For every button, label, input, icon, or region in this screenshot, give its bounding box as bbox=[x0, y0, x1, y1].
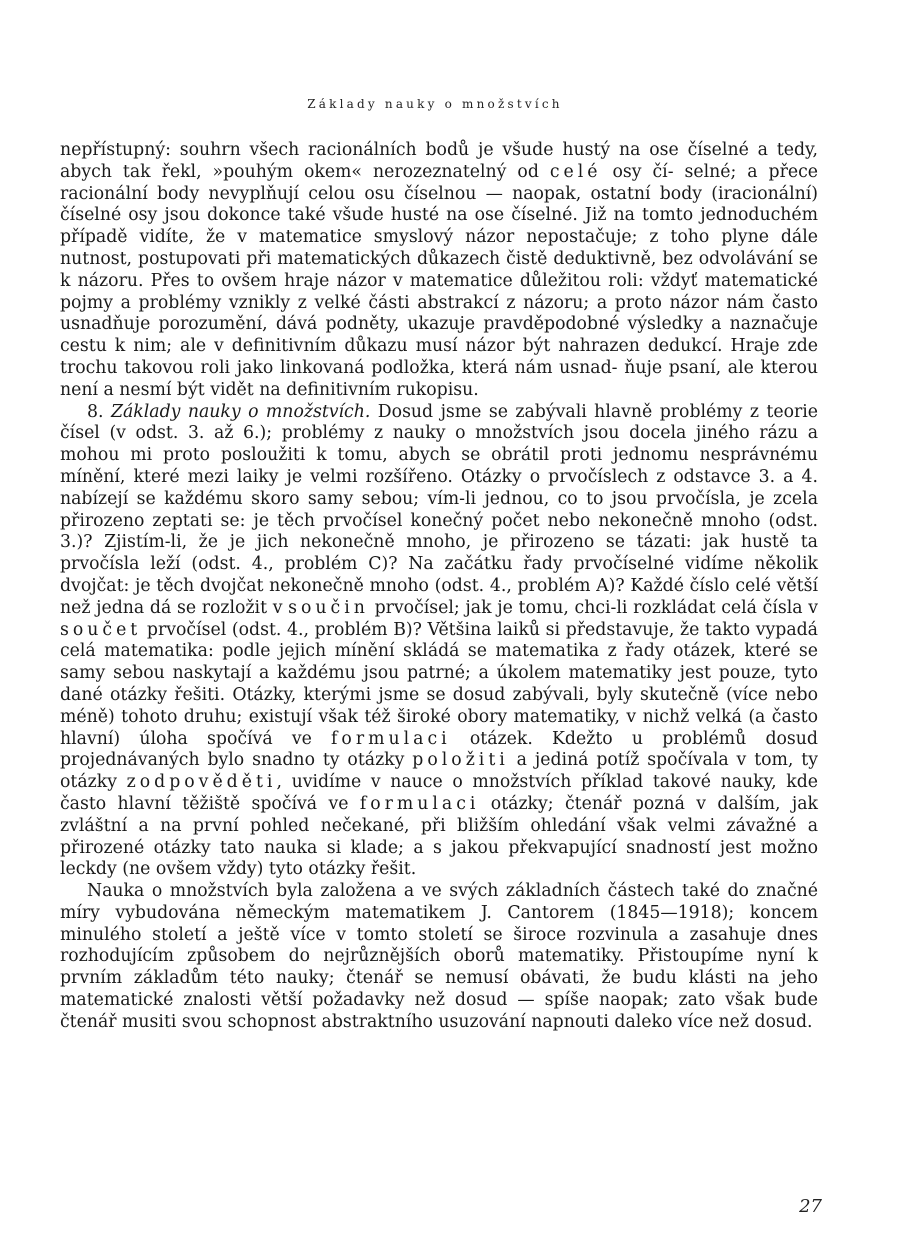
text-run: , uvidíme v nauce o množstvích příklad takové nauky, kde často hlavní těžiště spočívá ve bbox=[60, 772, 818, 814]
page-number: 27 bbox=[799, 1196, 822, 1217]
text-run: prvočísel; jak je tomu, chci-li rozkládat celá čísla v bbox=[368, 597, 818, 618]
line: ostatní body (iracionální) číselné osy jsou dokonce také všude husté na ose bbox=[60, 183, 819, 226]
spaced-word: celé bbox=[549, 161, 602, 182]
body-text bbox=[60, 140, 818, 1034]
text-run: prvočísel (odst. 4., problém B)? Většina laiků si představuje, že takto vypadá celá matematika: podle jejich mínění skládá se matematika z řady otázek, které se samy sebou naskytají a každému jsou patrné; a úkolem matematiky jest pouze, tyto dané otázky řešiti. Otázky, kterými jsme se dosud zabývali, byly skutečně (více nebo méně) tohoto druhu; existují však též široké obory matematiky, v nichž velká (a často hlavní) úloha spočívá ve bbox=[60, 619, 818, 749]
line: osy čí- bbox=[612, 161, 674, 182]
paragraph-section-8 bbox=[60, 402, 818, 882]
text-run: a jediná potíž spočívala v tom, ty otázky bbox=[60, 750, 818, 793]
spaced-word: zodpověděti bbox=[126, 772, 277, 793]
text-run: otázky; čtenář pozná v dalším, jak zvláštní a na první pohled nečekané, při bližším ohledání však velmi závažné a přirozené otázky tato nauka si klade; a s jakou překvapující snadností jest možno leckdy (ne ovšem vždy) tyto otázky řešit. bbox=[60, 793, 819, 880]
line: vznikly z velké části abstrakcí z názoru; a proto názor nám často usnadňuje bbox=[60, 292, 818, 335]
line: selné; a přece racionální body nevyplňují celou osu číselnou — naopak, bbox=[60, 161, 818, 204]
running-head: Základy nauky o množstvích bbox=[307, 97, 563, 111]
line: číselné. Již na tomto jednoduchém případě vidíte, že v matematice smyslový bbox=[60, 205, 818, 248]
line: porozumění, dává podněty, ukazuje pravděpodobné výsledky a naznačuje bbox=[158, 314, 819, 335]
spaced-word: formulaci bbox=[359, 793, 480, 814]
line: Hraje zde trochu takovou roli jako linkovaná podložka, která nám usnad- bbox=[60, 336, 818, 378]
line: názor nepostačuje; z toho plyne dále nutnost, postupovati při matematických bbox=[60, 227, 818, 269]
text-run: otázek. Kdežto u problémů dosud projednávaných bylo snadno ty otázky bbox=[60, 728, 818, 771]
spaced-word: formulaci bbox=[331, 728, 451, 749]
spaced-word: součin bbox=[288, 597, 369, 618]
line: názor v matematice důležitou roli: vždyť matematické pojmy a problémy bbox=[60, 270, 819, 313]
line: a tedy, abych tak řekl, »pouhým okem« nerozeznatelný od bbox=[60, 140, 818, 182]
section-number: 8. bbox=[87, 401, 104, 422]
line: ňuje psaní, ale kterou není a nesmí být vidět na definitivním rukopisu. bbox=[60, 357, 818, 400]
section-heading: Základy nauky o množstvích. bbox=[110, 401, 371, 422]
line: důkazech čistě deduktivně, bez odvolávání se k názoru. Přes to ovšem hraje bbox=[60, 248, 818, 291]
spaced-word: součet bbox=[60, 619, 142, 640]
paragraph-continuation bbox=[60, 140, 818, 402]
text-run: Dosud jsme se zabývali hlavně problémy z teorie čísel (v odst. 3. až 6.); problémy z nauky o množstvích jsou docela jiného rázu a mohou mi proto posloužiti k tomu, abych se obrátil proti jednomu nesprávnému mínění, které mezi laiky je velmi rozšířeno. Otázky o prvočíslech z odstavce 3. a 4. nabízejí se každému skoro samy sebou; vím-li jednou, co to jsou prvočísla, je zcela přirozeno zeptati se: je těch prvočísel konečný počet nebo nekonečně mnoho (odst. 3.)? Zjistím-li, že je jich nekonečně mnoho, je přirozeno se tázati: jak hustě ta prvočísla leží (odst. 4., problém C)? Na začátku řady prvočíselné vidíme několik dvojčat: je těch dvojčat nekonečně mnoho (odst. 4., problém A)? Každé číslo celé větší než jedna dá se rozložit v bbox=[60, 401, 818, 618]
line: nepřístupný: souhrn všech racionálních bodů je všude hustý na ose číselné bbox=[60, 140, 749, 160]
spaced-word: položiti bbox=[412, 750, 509, 771]
line: cestu k nim; ale v definitivním důkazu musí názor být nahrazen dedukcí. bbox=[60, 336, 723, 357]
paragraph-cantor: Nauka o množstvích byla založena a ve svých základních částech také do značné míry vybudována německým matematikem J. Cantorem (1845—1918); koncem minulého století a ještě více v tomto století se široce rozvinula a zasahuje dnes rozhodujícím způsobem do nejrůznějších oborů matematiky. Přistoupíme nyní k prvním základům této nauky; čtenář se nemusí obávati, že budu klásti na jeho matematické znalosti větší požadavky než dosud — spíše naopak; zato však bude čtenář musiti svou schopnost abstraktního usuzování napnouti daleko více než dosud. bbox=[60, 881, 818, 1032]
